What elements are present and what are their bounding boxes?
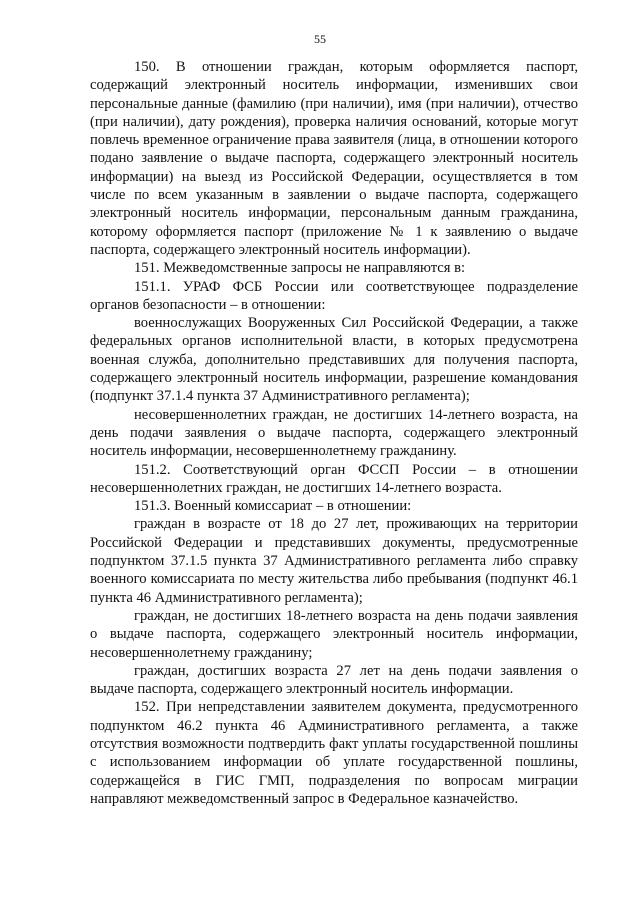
paragraph-150: 150. В отношении граждан, которым оформляется паспорт, содержащий электронный носитель информации, изменивших свои персональные данные (фамилию (при наличии), имя (при наличии), отчество (при наличии), дату рождения), проверка наличия оснований, которые могут повлечь временное ограничение права заявителя (лица, в отношении которого подано заявление о выдаче паспорта, содержащего электронный носитель информации) на выезд из Российской Федерации, осуществляется в том числе по всем указанным в заявлении о выдаче паспорта, содержащего электронный носитель информации, персональным данным гражданина, которому оформляется паспорт (приложение № 1 к заявлению о выдаче паспорта, содержащего электронный носитель информации). (90, 59, 578, 258)
paragraph-151-1: 151.1. УРАФ ФСБ России или соответствующее подразделение органов безопасности – в отношении: (90, 278, 578, 313)
document-body (90, 58, 578, 808)
paragraph-151: 151. Межведомственные запросы не направляются в: (134, 260, 466, 277)
paragraph-151-3-age-18-27: граждан в возрасте от 18 до 27 лет, проживающих на территории Российской Федерации и представивших документы, предусмотренные подпунктом 37.1.5 пункта 37 Административного регламента либо справку военного комиссариата по месту жительства либо пребывания (подпункт 46.1 пункта 46 Административного регламента); (90, 516, 578, 606)
paragraph-151-1-military: военнослужащих Вооруженных Сил Российской Федерации, а также федеральных органов исполнительной власти, в которых предусмотрена военная служба, дополнительно представивших для получения паспорта, содержащего электронный носитель информации, разрешение командования (подпункт 37.1.4 пункта 37 Административного регламента); (90, 315, 578, 405)
paragraph-151-3: 151.3. Военный комиссариат – в отношении: (134, 498, 412, 515)
paragraph-152: 152. При непредставлении заявителем документа, предусмотренного подпунктом 46.2 пункта 46 Административного регламента, а также отсутствия возможности подтвердить факт уплаты государственной пошлины с использованием информации об уплате государственной пошлины, содержащейся в ГИС ГМП, подразделения по вопросам миграции направляют межведомственный запрос в Федеральное казначейство. (90, 699, 578, 807)
page-number: 55 (314, 32, 326, 46)
paragraph-151-3-under-18: граждан, не достигших 18-летнего возраста на день подачи заявления о выдаче паспорта, содержащего электронный носитель информации, несовершеннолетнему гражданину; (90, 607, 578, 661)
paragraph-151-3-age-27: граждан, достигших возраста 27 лет на день подачи заявления о выдаче паспорта, содержащего электронный носитель информации. (90, 662, 578, 698)
paragraph-151-1-minors: несовершеннолетних граждан, не достигших 14-летнего возраста, на день подачи заявления о выдаче паспорта, содержащего электронный носитель информации, несовершеннолетнему гражданину. (90, 406, 578, 460)
paragraph-151-2: 151.2. Соответствующий орган ФССП России – в отношении несовершеннолетних граждан, не достигших 14-летнего возраста. (90, 461, 578, 496)
